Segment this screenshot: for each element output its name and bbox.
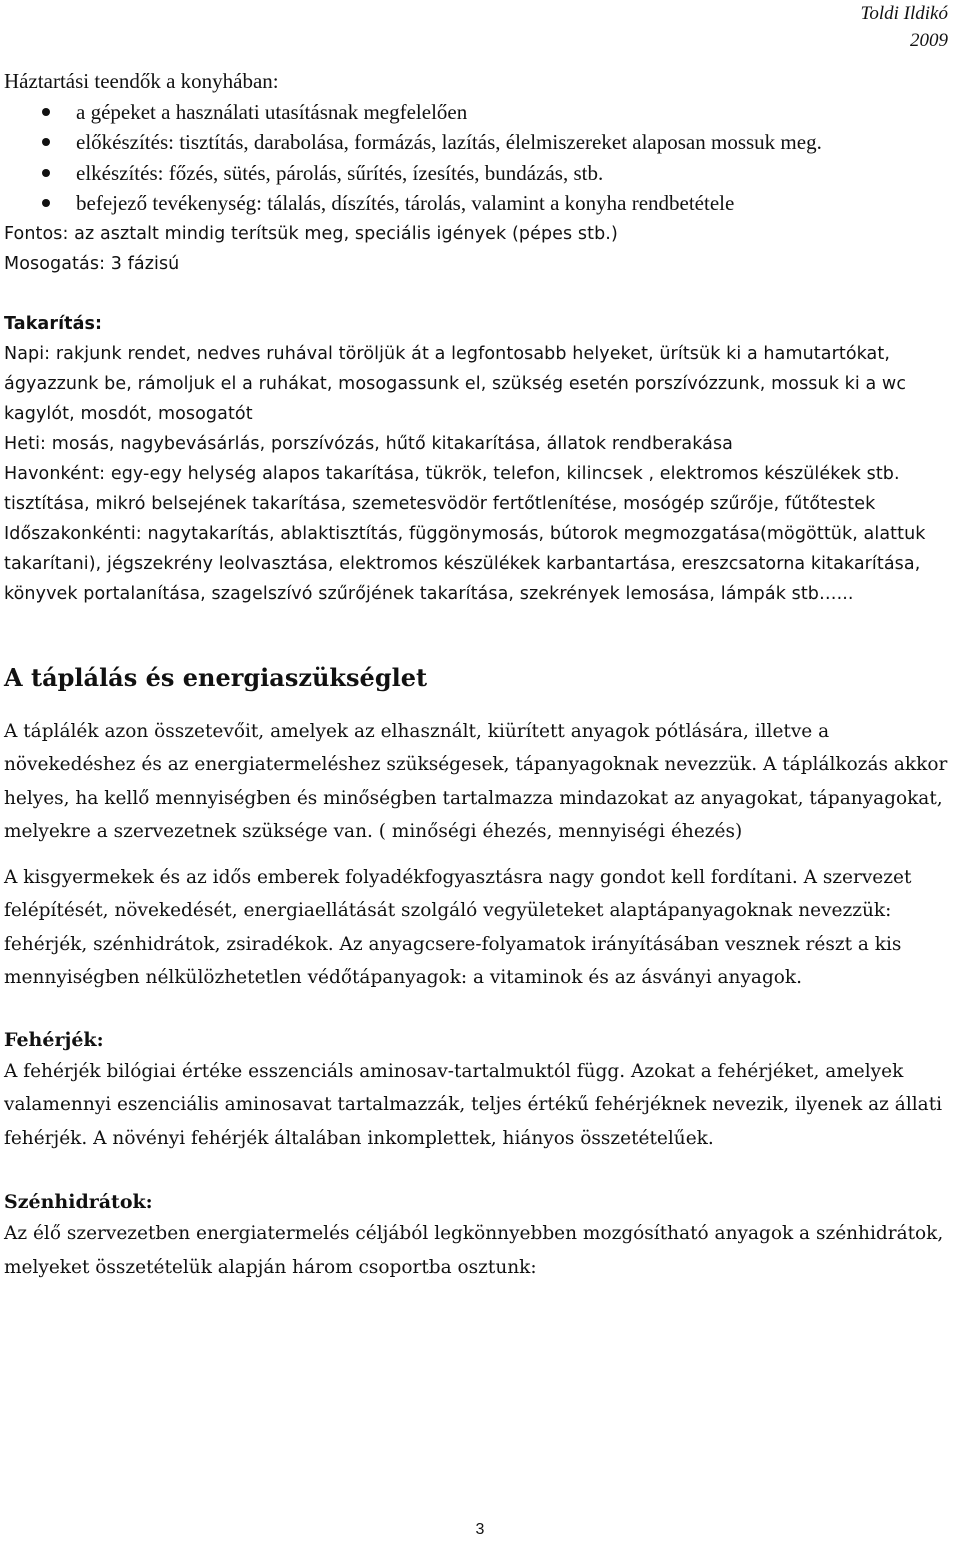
- document-body: [4, 66, 954, 1284]
- protein-paragraph: A fehérjék bilógiai értéke esszenciáls aminosav-tartalmuktól függ. Azokat a fehérjéket, amelyek valamennyi eszenciális aminosavat tartalmazzák, teljes értékű fehérjéknek nevezik, ilyenek az állati fehérjék. A növényi fehérjék általában inkomplettek, hiányos összetételűek.: [4, 1060, 943, 1149]
- protein-heading: Fehérjék:: [4, 1028, 104, 1051]
- list-item-text: elkészítés: főzés, sütés, párolás, sűrítés, ízesítés, bundázás, stb.: [76, 160, 604, 185]
- kitchen-section: [4, 66, 954, 279]
- kitchen-note: Fontos: az asztalt mindig terítsük meg, speciális igények (pépes stb.): [4, 223, 618, 244]
- cleaning-weekly: Heti: mosás, nagybevásárlás, porszívózás, hűtő kitakarítása, állatok rendberakása: [4, 433, 733, 454]
- cleaning-section: [4, 309, 954, 609]
- list-item: [4, 158, 954, 189]
- header-author: Toldi Ildikó: [860, 3, 948, 24]
- dishwashing-line: Mosogatás: 3 fázisú: [4, 253, 180, 274]
- header-year: 2009: [910, 30, 948, 51]
- cleaning-monthly: Havonként: egy-egy helység alapos takarítása, tükrök, telefon, kilincsek , elektromos készülékek stb. tisztítása, mikró belsejének takarítása, szemetesvödör fertőtlenítése, mosógép szűrője, fűtőtestek: [4, 463, 900, 514]
- cleaning-periodic: Időszakonkénti: nagytakarítás, ablaktisztítás, függönymosás, bútorok megmozgatása(mögöttük, alattuk takarítani), jégszekrény leolvasztása, elektromos készülékek karbantartása, ereszcsatorna kitakarítása, könyvek portalanítása, szagelszívó szűrőjének takarítása, szekrények lemosása, lámpák stb…...: [4, 523, 926, 604]
- bullet-icon: [42, 199, 50, 207]
- list-item-text: előkészítés: tisztítás, darabolása, formázás, lazítás, élelmiszereket alaposan mossuk meg.: [76, 130, 822, 154]
- list-item-text: a gépeket a használati utasításnak megfelelően: [76, 99, 468, 124]
- protein-section: [4, 1025, 954, 1156]
- carbs-section: [4, 1187, 954, 1284]
- cleaning-title: Takarítás:: [4, 313, 103, 334]
- nutrition-paragraph-2: A kisgyermekek és az idős emberek folyadékfogyasztásra nagy gondot kell fordítani. A szervezet felépítését, növekedését, energiaellátását szolgáló vegyületeket alaptápanyagoknak nevezzük: fehérjék, szénhidrátok, zsiradékok. Az anyagcsere-folyamatok irányításában vesznek részt a kis mennyiségben nélkülözhetetlen védőtápanyagok: a vitaminok és az ásványi anyagok.: [4, 866, 912, 988]
- nutrition-section: [4, 661, 954, 995]
- nutrition-heading: A táplálás és energiaszükséglet: [4, 662, 428, 692]
- bullet-icon: [42, 108, 50, 116]
- kitchen-title: Háztartási teendők a konyhában:: [4, 69, 279, 93]
- bullet-icon: [42, 169, 50, 177]
- kitchen-bullet-list: [4, 97, 954, 219]
- list-item-text: befejező tevékenység: tálalás, díszítés, tárolás, valamint a konyha rendbetétele: [76, 191, 735, 215]
- page-header: [861, 0, 948, 54]
- list-item: [4, 188, 954, 219]
- carbs-heading: Szénhidrátok:: [4, 1191, 153, 1213]
- nutrition-paragraph-1: A táplálék azon összetevőit, amelyek az elhasznált, kiürített anyagok pótlására, illetve a növekedéshez és az energiatermeléshez szükségesek, tápanyagoknak nevezzük. A táplálkozás akkor helyes, ha kellő mennyiségben és minőségben tartalmazza mindazokat az anyagokat, tápanyagokat, melyekre a szervezetnek szüksége van. ( minőségi éhezés, mennyiségi éhezés): [4, 720, 948, 842]
- list-item: [4, 127, 954, 158]
- carbs-paragraph: Az élő szervezetben energiatermelés céljából legkönnyebben mozgósítható anyagok a szénhidrátok, melyeket összetételük alapján három csoportba osztunk:: [4, 1223, 944, 1278]
- list-item: [4, 97, 954, 128]
- cleaning-daily: Napi: rakjunk rendet, nedves ruhával töröljük át a legfontosabb helyeket, ürítsük ki a hamutartókat, ágyazzunk be, rámoljuk el a ruhákat, mosogassunk el, szükség esetén porszívózzunk, mossuk ki a wc kagylót, mosdót, mosogatót: [4, 343, 907, 424]
- page-number: 3: [475, 1521, 485, 1538]
- bullet-icon: [42, 138, 50, 146]
